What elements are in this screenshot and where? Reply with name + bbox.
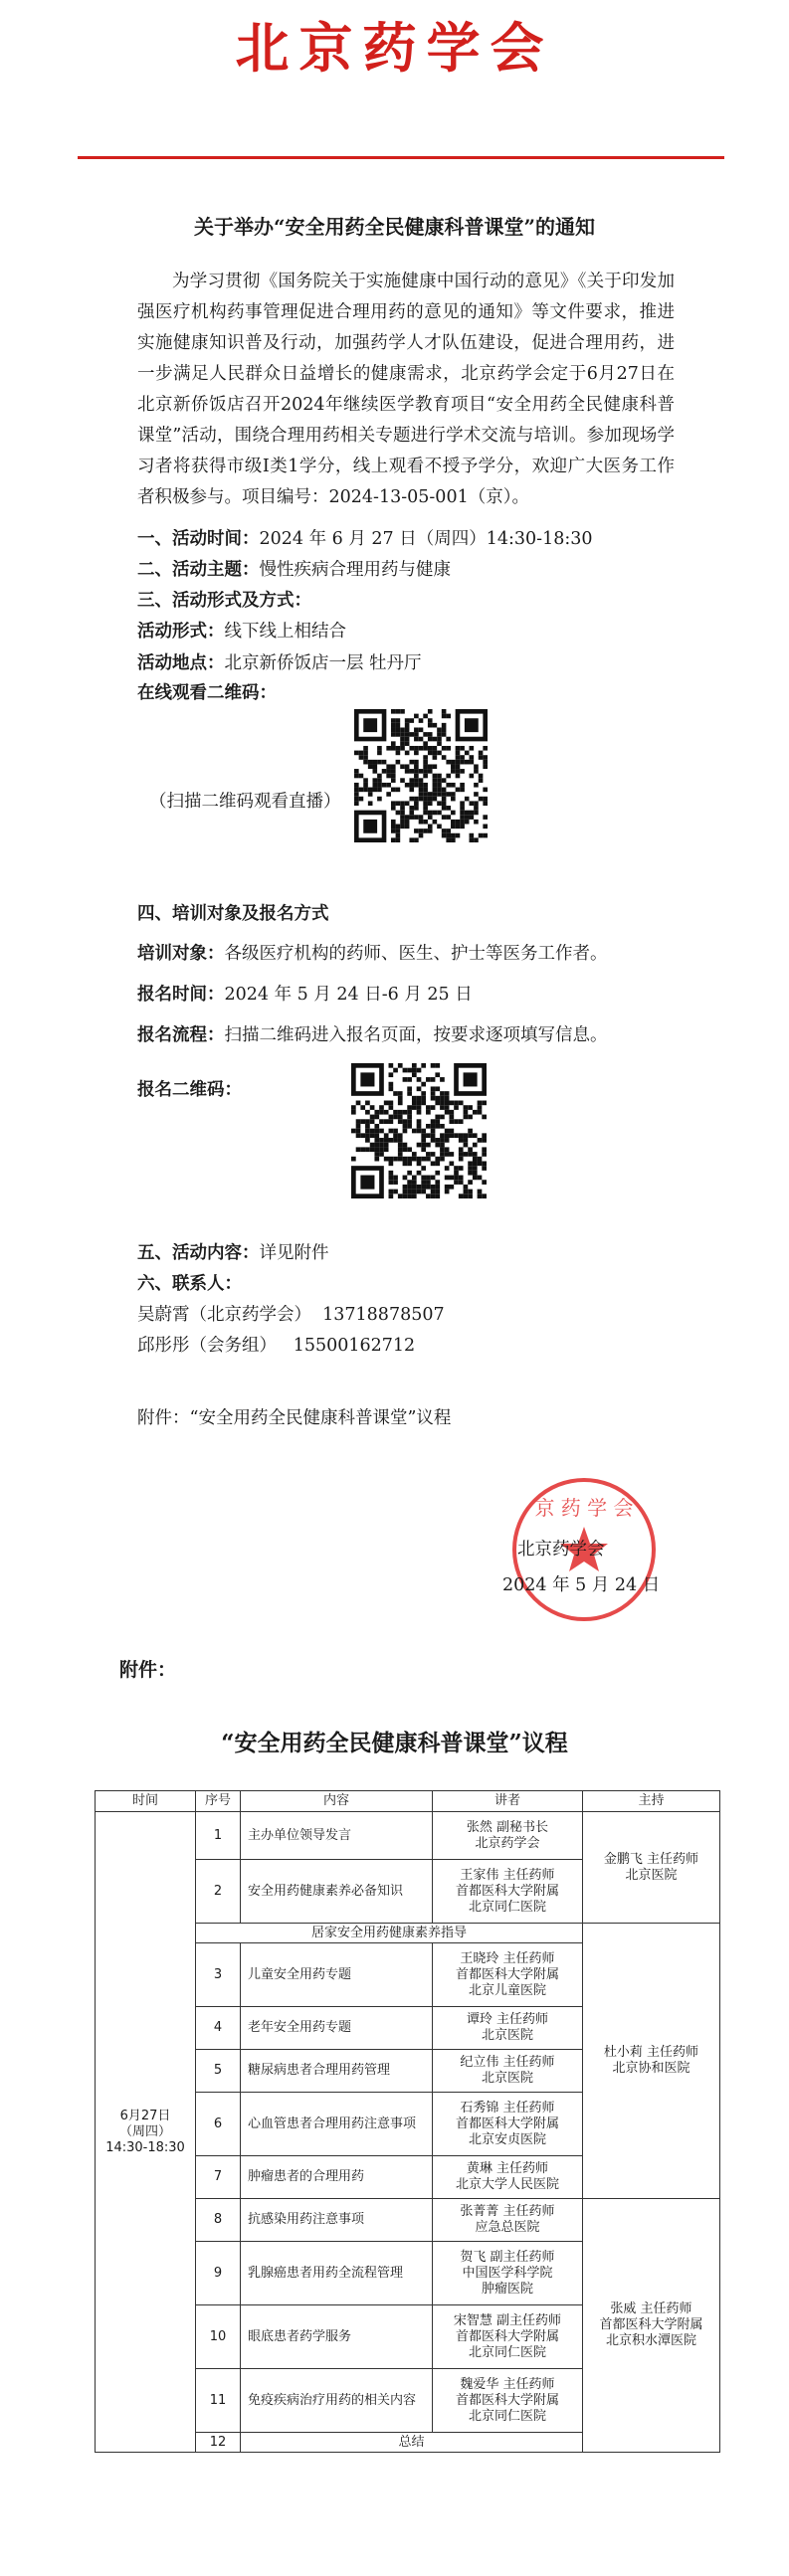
registration-time: 报名时间：2024 年 5 月 24 日-6 月 25 日	[137, 985, 473, 1005]
table-row: 10 眼底患者药学服务 宋智慧 副主任药师 首都医科大学附属 北京同仁医院	[96, 2305, 720, 2369]
host-cell: 杜小莉 主任药师 北京协和医院	[583, 1924, 720, 2199]
contact-row: 邱彤彤（会务组） 15500162712	[137, 1336, 416, 1356]
signature-org: 北京药学会	[517, 1540, 605, 1560]
training-target: 培训对象：各级医疗机构的药师、医生、护士等医务工作者。	[137, 944, 608, 964]
contact-row: 吴蔚霄（北京药学会） 13718878507	[137, 1305, 445, 1325]
col-header-no: 序号	[196, 1791, 241, 1812]
attachment-heading: 附件：	[119, 1659, 177, 1681]
agenda-header-row	[96, 1791, 720, 1812]
letterhead-divider	[78, 156, 724, 159]
table-row: 8 抗感染用药注意事项 张菁菁 主任药师 应急总医院 张威 主任药师 首都医科大学附属 北京积水潭医院	[96, 2199, 720, 2242]
table-row: 6月27日 （周四） 14:30-18:30 1 主办单位领导发言 张然 副秘书长 北京药学会 金鹏飞 主任药师 北京医院	[96, 1812, 720, 1860]
form-heading: 三、活动形式及方式：	[137, 591, 311, 611]
col-header-host: 主持	[583, 1791, 720, 1812]
table-row: 6 心血管患者合理用药注意事项 石秀锦 主任药师 首都医科大学附属 北京安贞医院	[96, 2093, 720, 2156]
activity-venue: 活动地点：北京新侨饭店一层 牡丹厅	[137, 653, 422, 673]
agenda-time-cell: 6月27日 （周四） 14:30-18:30	[96, 1812, 196, 2453]
signature-date: 2024 年 5 月 24 日	[502, 1575, 661, 1595]
training-heading: 四、培训对象及报名方式	[137, 904, 329, 924]
table-row: 9 乳腺癌患者用药全流程管理 贺飞 副主任药师 中国医学科学院 肿瘤医院	[96, 2242, 720, 2305]
agenda-title: “安全用药全民健康科普课堂”议程	[221, 1730, 568, 1756]
registration-qr-label: 报名二维码：	[137, 1080, 242, 1100]
table-row: 7 肿瘤患者的合理用药 黄琳 主任药师 北京大学人民医院	[96, 2156, 720, 2199]
activity-time: 一、活动时间：2024 年 6 月 27 日（周四）14:30-18:30	[137, 529, 593, 549]
seal-lettering: 京 药 学 会	[534, 1496, 634, 1520]
table-row: 3 儿童安全用药专题 王晓玲 主任药师 首都医科大学附属 北京儿童医院	[96, 1943, 720, 2007]
registration-qr-code[interactable]	[351, 1063, 487, 1198]
online-watch-qr-code[interactable]	[354, 709, 488, 842]
activity-form: 活动形式：线下线上相结合	[137, 622, 346, 642]
notice-intro: 为学习贯彻《国务院关于实施健康中国行动的意见》《关于印发加强医疗机构药事管理促进合理用药的意见的通知》等文件要求，推进实施健康知识普及行动，加强药学人才队伍建设，促进合理用药，进一步满足人民群众日益增长的健康需求，北京药学会定于6月27日在北京新侨饭店召开2024年继续医学教育项目“安全用药全民健康科普课堂”活动，围绕合理用药相关专题进行学术交流与培训。参加现场学习者将获得市级Ⅰ类1学分，线上观看不授予学分，欢迎广大医务工作者积极参与。项目编号：2024-13-05-001（京）。	[137, 272, 675, 507]
table-row: 12 总结	[96, 2433, 720, 2453]
col-header-content: 内容	[241, 1791, 433, 1812]
table-row: 11 免疫疾病治疗用药的相关内容 魏爱华 主任药师 首都医科大学附属 北京同仁医院	[96, 2369, 720, 2433]
org-letterhead-title: 北京药学会	[235, 17, 554, 80]
host-cell: 金鹏飞 主任药师 北京医院	[583, 1812, 720, 1924]
notice-title: 关于举办“安全用药全民健康科普课堂”的通知	[193, 215, 595, 239]
agenda-section-row: 居家安全用药健康素养指导 杜小莉 主任药师 北京协和医院	[96, 1924, 720, 1943]
activity-theme: 二、活动主题：慢性疾病合理用药与健康	[137, 560, 451, 580]
activity-content: 五、活动内容：详见附件	[137, 1243, 329, 1263]
contact-heading: 六、联系人：	[137, 1274, 242, 1294]
registration-flow: 报名流程：扫描二维码进入报名页面，按要求逐项填写信息。	[137, 1025, 608, 1045]
online-qr-hint: （扫描二维码观看直播）	[149, 792, 341, 812]
agenda-table	[95, 1790, 720, 2453]
host-cell: 张威 主任药师 首都医科大学附属 北京积水潭医院	[583, 2199, 720, 2453]
online-qr-label: 在线观看二维码：	[137, 683, 277, 703]
attachment-reference[interactable]: 附件：“安全用药全民健康科普课堂”议程	[137, 1408, 452, 1428]
col-header-speaker: 讲者	[433, 1791, 583, 1812]
table-row: 5 糖尿病患者合理用药管理 纪立伟 主任药师 北京医院	[96, 2050, 720, 2093]
table-row: 4 老年安全用药专题 谭玲 主任药师 北京医院	[96, 2007, 720, 2050]
col-header-time: 时间	[96, 1791, 196, 1812]
table-row: 2 安全用药健康素养必备知识 王家伟 主任药师 首都医科大学附属 北京同仁医院	[96, 1860, 720, 1924]
